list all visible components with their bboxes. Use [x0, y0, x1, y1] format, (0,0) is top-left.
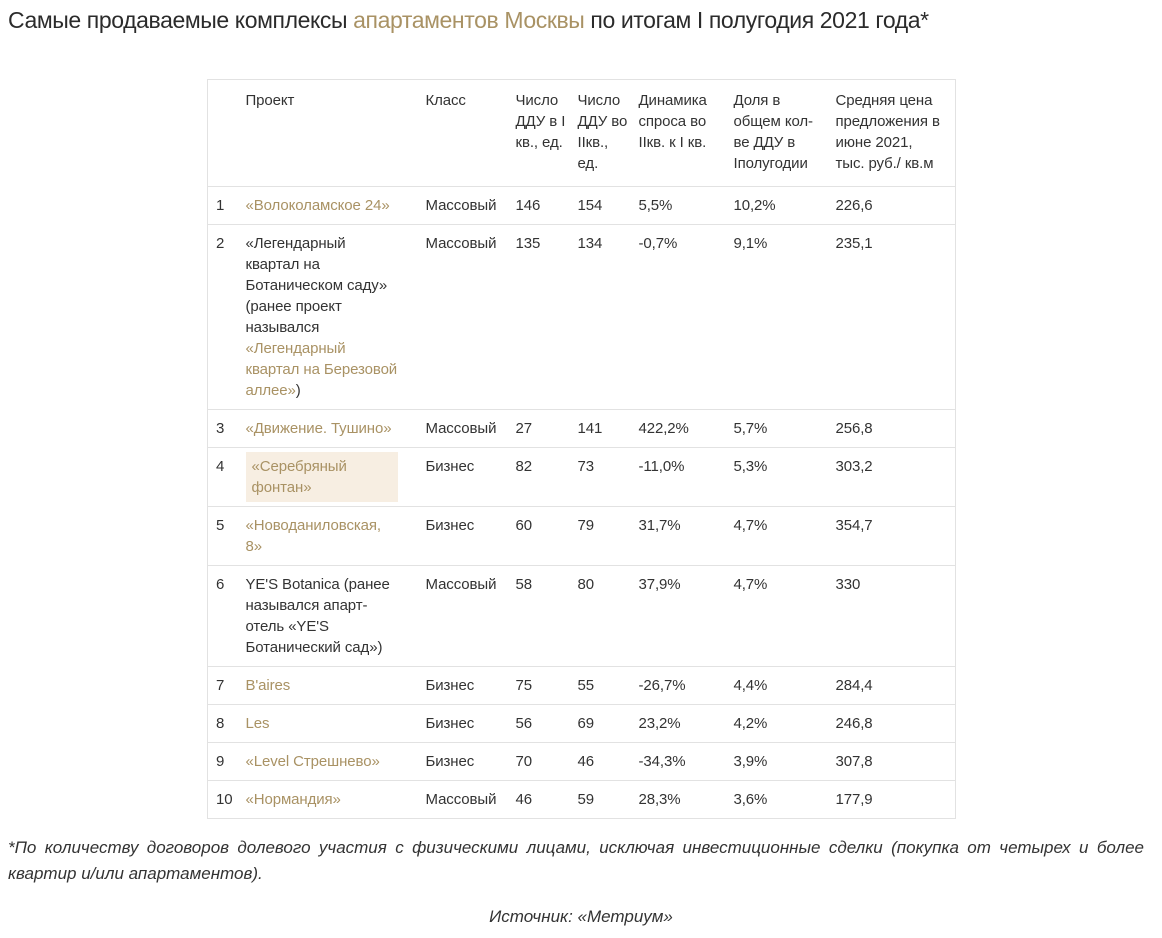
share-cell: 4,4% — [733, 676, 768, 694]
price-cell: 284,4 — [835, 676, 873, 694]
class-cell: Бизнес — [425, 714, 475, 732]
column-header: Число ДДУ в I кв., ед. — [515, 91, 566, 151]
project-cell — [246, 186, 426, 224]
class-cell: Бизнес — [425, 516, 475, 534]
share-cell: 3,9% — [733, 752, 768, 770]
project-link[interactable]: «Нормандия» — [245, 790, 341, 808]
project-cell — [246, 565, 426, 666]
source-line: Источник: «Метриум» — [489, 907, 673, 927]
row-number-cell: 10 — [216, 790, 233, 808]
ddu-q1-cell: 70 — [515, 752, 532, 770]
ddu-q2-cell: 59 — [577, 790, 594, 808]
title-text-prefix: Самые продаваемые комплексы — [8, 7, 354, 33]
project-text: ) — [295, 381, 301, 399]
ddu-q1-cell: 146 — [515, 196, 541, 214]
top-sellers-table — [207, 79, 956, 819]
project-link[interactable]: «Легендарный квартал на Березовой аллее» — [245, 339, 398, 399]
ddu-q1-cell: 46 — [515, 790, 532, 808]
ddu-q2-cell: 69 — [577, 714, 594, 732]
table-row — [208, 780, 956, 818]
ddu-q1-cell: 82 — [515, 457, 532, 475]
price-cell: 235,1 — [835, 234, 873, 252]
share-cell: 4,2% — [733, 714, 768, 732]
share-cell: 3,6% — [733, 790, 768, 808]
class-cell: Массовый — [425, 196, 497, 214]
project-link[interactable]: B'aires — [245, 676, 291, 694]
table-row — [208, 409, 956, 447]
share-cell: 4,7% — [733, 516, 768, 534]
share-cell: 5,3% — [733, 457, 768, 475]
price-cell: 330 — [835, 575, 861, 593]
share-cell: 10,2% — [733, 196, 776, 214]
class-cell: Бизнес — [425, 752, 475, 770]
share-cell: 9,1% — [733, 234, 768, 252]
project-cell — [246, 742, 426, 780]
row-number-cell: 1 — [216, 196, 225, 214]
column-header — [208, 79, 246, 186]
ddu-q1-cell: 135 — [515, 234, 541, 252]
dynamics-cell: 5,5% — [638, 196, 673, 214]
project-cell — [246, 447, 426, 506]
dynamics-cell: -11,0% — [638, 457, 685, 475]
project-link[interactable]: «Новоданиловская, 8» — [245, 516, 381, 555]
project-text: «Легендарный квартал на Ботаническом саду» (ранее проект назывался — [245, 234, 388, 336]
footnote: *По количеству договоров долевого участия с физическими лицами, исключая инвестиционные сделки (покупка от четырех и более квартир и/или апартаментов). — [8, 837, 1144, 884]
project-cell — [246, 506, 426, 565]
title-text-suffix: по итогам I полугодия 2021 года* — [584, 7, 929, 33]
class-cell: Массовый — [425, 790, 497, 808]
row-number-cell: 9 — [216, 752, 225, 770]
project-link[interactable]: Les — [245, 714, 270, 732]
price-cell: 177,9 — [835, 790, 873, 808]
row-number-cell: 7 — [216, 676, 225, 694]
table-row — [208, 224, 956, 409]
table-row — [208, 742, 956, 780]
dynamics-cell: -26,7% — [638, 676, 686, 694]
project-link[interactable]: «Волоколамское 24» — [245, 196, 390, 214]
row-number-cell: 2 — [216, 234, 225, 252]
ddu-q1-cell: 56 — [515, 714, 532, 732]
price-cell: 226,6 — [835, 196, 873, 214]
price-cell: 307,8 — [835, 752, 873, 770]
column-header: Число ДДУ во IIкв., ед. — [577, 91, 628, 172]
ddu-q2-cell: 141 — [577, 419, 603, 437]
table-row — [208, 506, 956, 565]
class-cell: Бизнес — [425, 676, 475, 694]
project-cell — [246, 780, 426, 818]
ddu-q2-cell: 80 — [577, 575, 594, 593]
column-header: Класс — [425, 91, 466, 109]
ddu-q2-cell: 79 — [577, 516, 594, 534]
share-cell: 4,7% — [733, 575, 768, 593]
row-number-cell: 4 — [216, 457, 225, 475]
ddu-q1-cell: 27 — [515, 419, 532, 437]
ddu-q2-cell: 73 — [577, 457, 594, 475]
table-row — [208, 186, 956, 224]
project-link[interactable]: «Движение. Тушино» — [245, 419, 392, 437]
table-row — [208, 666, 956, 704]
ddu-q1-cell: 75 — [515, 676, 532, 694]
column-header: Средняя цена предложения в июне 2021, тыс. руб./ кв.м — [835, 91, 940, 172]
dynamics-cell: 23,2% — [638, 714, 681, 732]
dynamics-cell: 28,3% — [638, 790, 681, 808]
class-cell: Массовый — [425, 575, 497, 593]
project-cell — [246, 409, 426, 447]
title-link[interactable]: апартаментов Москвы — [353, 7, 585, 33]
project-cell — [246, 704, 426, 742]
page-title — [8, 6, 1144, 35]
project-cell — [246, 666, 426, 704]
table-row — [208, 704, 956, 742]
ddu-q1-cell: 60 — [515, 516, 532, 534]
ddu-q2-cell: 154 — [577, 196, 603, 214]
project-link[interactable]: «Level Стрешнево» — [245, 752, 380, 770]
row-number-cell: 3 — [216, 419, 225, 437]
table-row — [208, 447, 956, 506]
row-number-cell: 5 — [216, 516, 225, 534]
table-header-row — [208, 79, 956, 186]
dynamics-cell: -0,7% — [638, 234, 678, 252]
price-cell: 256,8 — [835, 419, 873, 437]
column-header: Проект — [245, 91, 295, 109]
price-cell: 246,8 — [835, 714, 873, 732]
ddu-q2-cell: 46 — [577, 752, 594, 770]
price-cell: 303,2 — [835, 457, 873, 475]
column-header: Доля в общем кол-ве ДДУ в Iполугодии — [733, 91, 813, 172]
row-number-cell: 8 — [216, 714, 225, 732]
ddu-q1-cell: 58 — [515, 575, 532, 593]
dynamics-cell: 31,7% — [638, 516, 681, 534]
class-cell: Массовый — [425, 419, 497, 437]
table-row — [208, 565, 956, 666]
dynamics-cell: 422,2% — [638, 419, 689, 437]
dynamics-cell: 37,9% — [638, 575, 681, 593]
column-header: Динамика спроса во IIкв. к I кв. — [638, 91, 707, 151]
table-body — [208, 186, 956, 818]
price-cell: 354,7 — [835, 516, 873, 534]
share-cell: 5,7% — [733, 419, 768, 437]
project-text: YE'S Botanica (ранее назывался апарт-отель «YE'S Ботанический сад») — [245, 575, 390, 656]
project-link[interactable]: «Серебряный фонтан» — [246, 452, 398, 502]
row-number-cell: 6 — [216, 575, 225, 593]
class-cell: Бизнес — [425, 457, 475, 475]
dynamics-cell: -34,3% — [638, 752, 686, 770]
ddu-q2-cell: 55 — [577, 676, 594, 694]
project-cell — [246, 224, 426, 409]
class-cell: Массовый — [425, 234, 497, 252]
ddu-q2-cell: 134 — [577, 234, 603, 252]
